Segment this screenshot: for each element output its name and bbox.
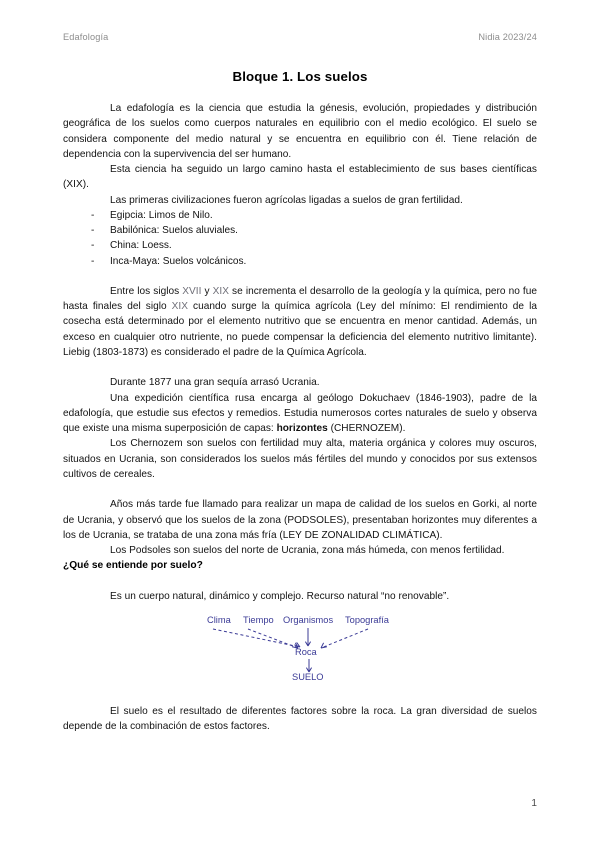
diagram-label-clima: Clima (207, 615, 231, 625)
paragraph-text-fragment: Entre los siglos (110, 285, 183, 297)
dash-bullet: - (91, 255, 95, 267)
emphasis-horizontes: horizontes (276, 423, 328, 435)
paragraph-drought-1877: Durante 1877 una gran sequía arrasó Ucrania. (110, 377, 320, 389)
paragraph-centuries (63, 284, 537, 360)
roman-numeral-xix-first: XIX (212, 285, 229, 297)
list-item (63, 208, 537, 223)
diagram-label-tiempo: Tiempo (243, 615, 274, 625)
document-body (63, 101, 537, 735)
paragraph-text-fragment: (CHERNOZEM). (327, 423, 406, 435)
paragraph-text-fragment: cuando surge la química agrícola (Ley del mínimo: El rendimiento de la cosecha está determinado por el elemento nutritivo que se encuentra en menor cantidad. Además, un exceso en cualquier otro nutriente, no puede compensar la deficiencia del elemento nutritivo limitante). Liebig (1803-1873) es considerado el padre de la Química Agrícola. (63, 301, 537, 358)
paragraph-civilizations-intro: Las primeras civilizaciones fueron agrícolas ligadas a suelos de gran fertilidad. (110, 194, 463, 206)
list-item (63, 238, 537, 253)
list-item-label: Babilónica: Suelos aluviales. (110, 225, 238, 236)
paragraph-definition: La edafología es la ciencia que estudia la génesis, evolución, propiedades y distribución geográfica de los suelos como cuerpos naturales en equilibrio con el medio ecológico. El suelo se considera componente del medio natural y se encuentra en equilibrio con él. Tiene relación de dependencia con la supervivencia del ser humano. (63, 103, 537, 160)
paragraph-text-fragment: y (201, 285, 213, 297)
arrow-topografia-to-roca (321, 629, 368, 648)
dash-bullet: - (91, 225, 95, 236)
dash-bullet: - (91, 240, 95, 252)
list-item (63, 254, 537, 269)
diagram-label-organismos: Organismos (283, 615, 334, 625)
paragraph-history-intro: Esta ciencia ha seguido un largo camino hasta el establecimiento de sus bases científicas (XIX). (63, 164, 537, 191)
page-number: 1 (531, 798, 537, 809)
roman-numeral-xix-second: XIX (171, 301, 189, 313)
arrow-tiempo-to-roca (248, 629, 298, 648)
paragraph-dokuchaev (63, 391, 537, 437)
list-item-label: Inca-Maya: Suelos volcánicos. (110, 255, 247, 267)
diagram-node-roca: Roca (295, 647, 317, 657)
diagram-node-suelo: SUELO (292, 672, 324, 682)
roman-numeral-xvii: XVII (182, 285, 202, 297)
paragraph-podsoles: Los Podsoles son suelos del norte de Ucrania, zona más húmeda, con menos fertilidad. (110, 545, 505, 557)
page-title: Bloque 1. Los suelos (232, 69, 368, 84)
list-item (63, 223, 537, 238)
soil-factors-diagram (63, 615, 537, 689)
header-subject: Edafología (63, 32, 109, 42)
paragraph-chernozem: Los Chernozem son suelos con fertilidad muy alta, materia orgánica y colores muy oscuros, situados en Ucrania, son considerados los suelos más fértiles del mundo y conocidos por sus extensos cultivos de cereales. (63, 438, 537, 480)
dash-bullet: - (91, 209, 95, 221)
list-item-label: China: Loess. (110, 240, 172, 252)
paragraph-soil-definition: Es un cuerpo natural, dinámico y complejo. Recurso natural “no renovable”. (110, 590, 450, 602)
header-author-year: Nidia 2023/24 (478, 32, 537, 42)
paragraph-conclusion: El suelo es el resultado de diferentes factores sobre la roca. La gran diversidad de suelos depende de la combinación de estos factores. (63, 706, 537, 733)
paragraph-text-fragment: Una expedición científica rusa encarga al geólogo Dokuchaev (1846-1903), padre de la edafología, que estudie sus efectos y remedios. Estudia numerosos cortes naturales de suelo y observa que existe una misma superposición de capas: (63, 392, 537, 435)
list-item-label: Egipcia: Limos de Nilo. (110, 209, 213, 221)
section-heading-que-es-suelo: ¿Qué se entiende por suelo? (63, 560, 203, 572)
paragraph-text-fragment: se incrementa el desarrollo de la geología y la química, pero no fue hasta finales del siglo (63, 285, 538, 313)
diagram-label-topografia: Topografía (345, 615, 389, 625)
civilizations-list (63, 208, 537, 269)
document-header (63, 32, 537, 42)
paragraph-gorki-podsoles: Años más tarde fue llamado para realizar un mapa de calidad de los suelos en Gorki, al norte de Ucrania, y observó que los suelos de la zona (PODSOLES), presentaban horizontes muy diferentes a los de Ucrania, se trataba de una zona más fría (LEY DE ZONALIDAD CLIMÁTICA). (63, 499, 537, 541)
